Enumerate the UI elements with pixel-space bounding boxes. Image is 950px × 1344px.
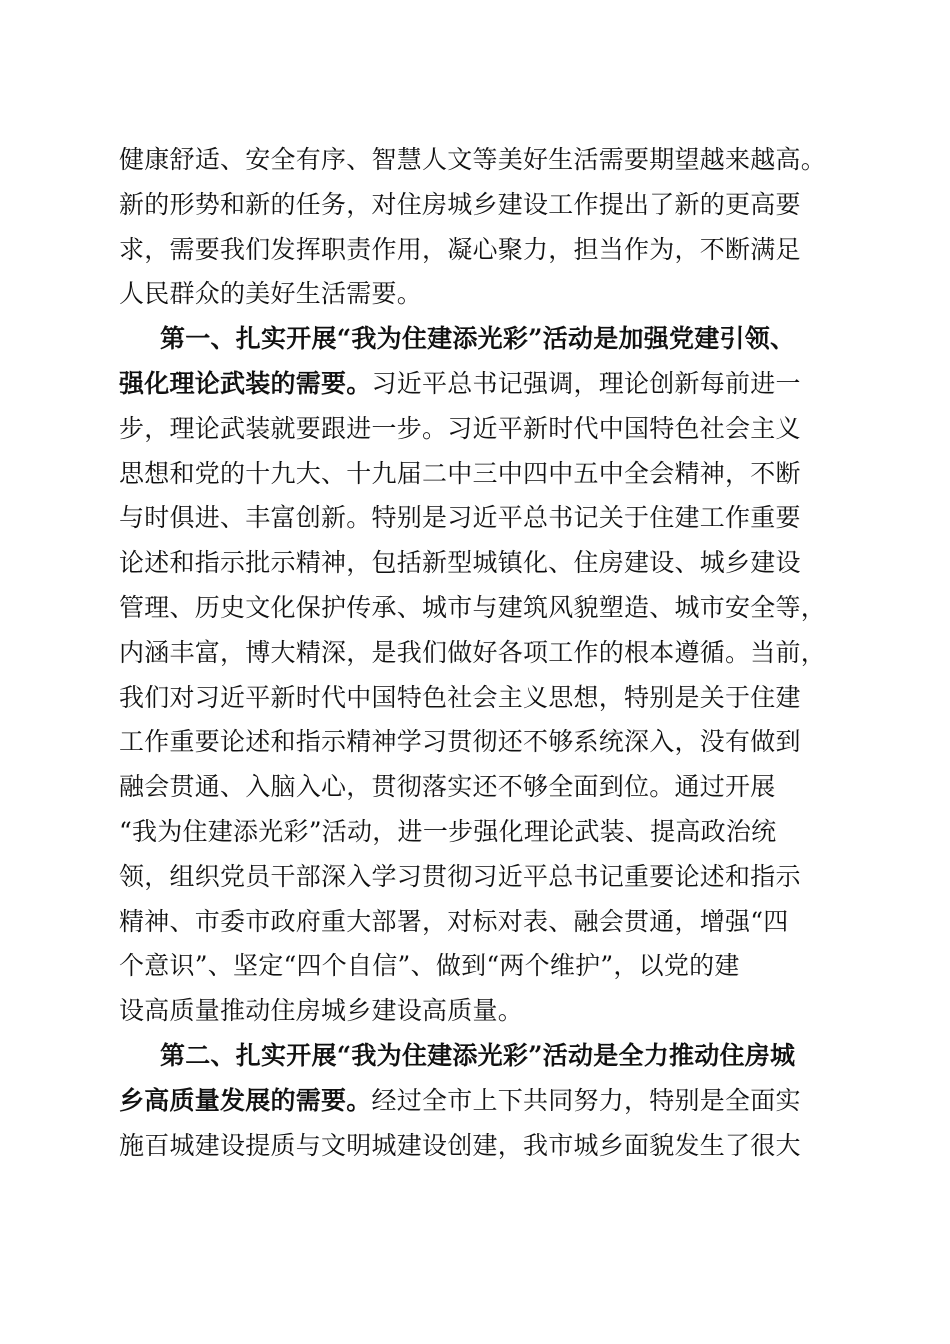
paragraph-2-line — [119, 1079, 831, 1124]
text-line: 精神、市委市政府重大部署，对标对表、融会贯通，增强“四 — [119, 906, 789, 936]
text-line: 求，需要我们发挥职责作用，凝心聚力，担当作为，不断满足 — [119, 234, 801, 264]
paragraph-2-heading-end: 乡高质量发展的需要。 — [119, 1085, 372, 1115]
text-line: 设高质量推动住房城乡建设高质量。 — [119, 996, 524, 1026]
paragraph-1-line — [119, 362, 831, 407]
text-line: “我为住建添光彩”活动，进一步强化理论武装、提高政治统 — [119, 816, 777, 846]
text-line: 领，组织党员干部深入学习贯彻习近平总书记重要论述和指示 — [119, 861, 801, 891]
text-line: 施百城建设提质与文明城建设创建，我市城乡面貌发生了很大 — [119, 1130, 801, 1160]
text-line: 我们对习近平新时代中国特色社会主义思想，特别是关于住建 — [119, 682, 801, 712]
text-line: 管理、历史文化保护传承、城市与建筑风貌塑造、城市安全等， — [119, 592, 827, 622]
text-line: 健康舒适、安全有序、智慧人文等美好生活需要期望越来越高。 — [119, 145, 827, 174]
text-line: 思想和党的十九大、十九届二中三中四中五中全会精神，不断 — [119, 458, 801, 488]
text-line: 融会贯通、入脑入心，贯彻落实还不够全面到位。通过开展 — [119, 772, 776, 802]
text-line: 论述和指示批示精神，包括新型城镇化、住房建设、城乡建设 — [119, 548, 801, 578]
text-line: 工作重要论述和指示精神学习贯彻还不够系统深入，没有做到 — [119, 727, 801, 757]
paragraph-1-heading-end: 强化理论武装的需要。 — [119, 368, 372, 398]
document-body — [119, 138, 831, 1168]
paragraph-2-text-start: 经过全市上下共同努力，特别是全面实 — [371, 1085, 801, 1115]
paragraph-1-heading: 第一、扎实开展“我为住建添光彩”活动是加强党建引领、 — [160, 324, 796, 354]
text-line: 新的形势和新的任务，对住房城乡建设工作提出了新的更高要 — [119, 189, 801, 219]
paragraph-1-text-start: 习近平总书记强调，理论创新每前进一 — [371, 368, 801, 398]
text-line: 内涵丰富，博大精深，是我们做好各项工作的根本遵循。当前， — [119, 637, 827, 667]
text-line: 与时俱进、丰富创新。特别是习近平总书记关于住建工作重要 — [119, 503, 801, 533]
text-line: 人民群众的美好生活需要。 — [119, 279, 423, 309]
text-line: 个意识”、坚定“四个自信”、做到“两个维护”，以党的建 — [119, 951, 740, 981]
text-line: 步，理论武装就要跟进一步。习近平新时代中国特色社会主义 — [119, 413, 801, 443]
paragraph-2-heading: 第二、扎实开展“我为住建添光彩”活动是全力推动住房城 — [160, 1040, 796, 1070]
